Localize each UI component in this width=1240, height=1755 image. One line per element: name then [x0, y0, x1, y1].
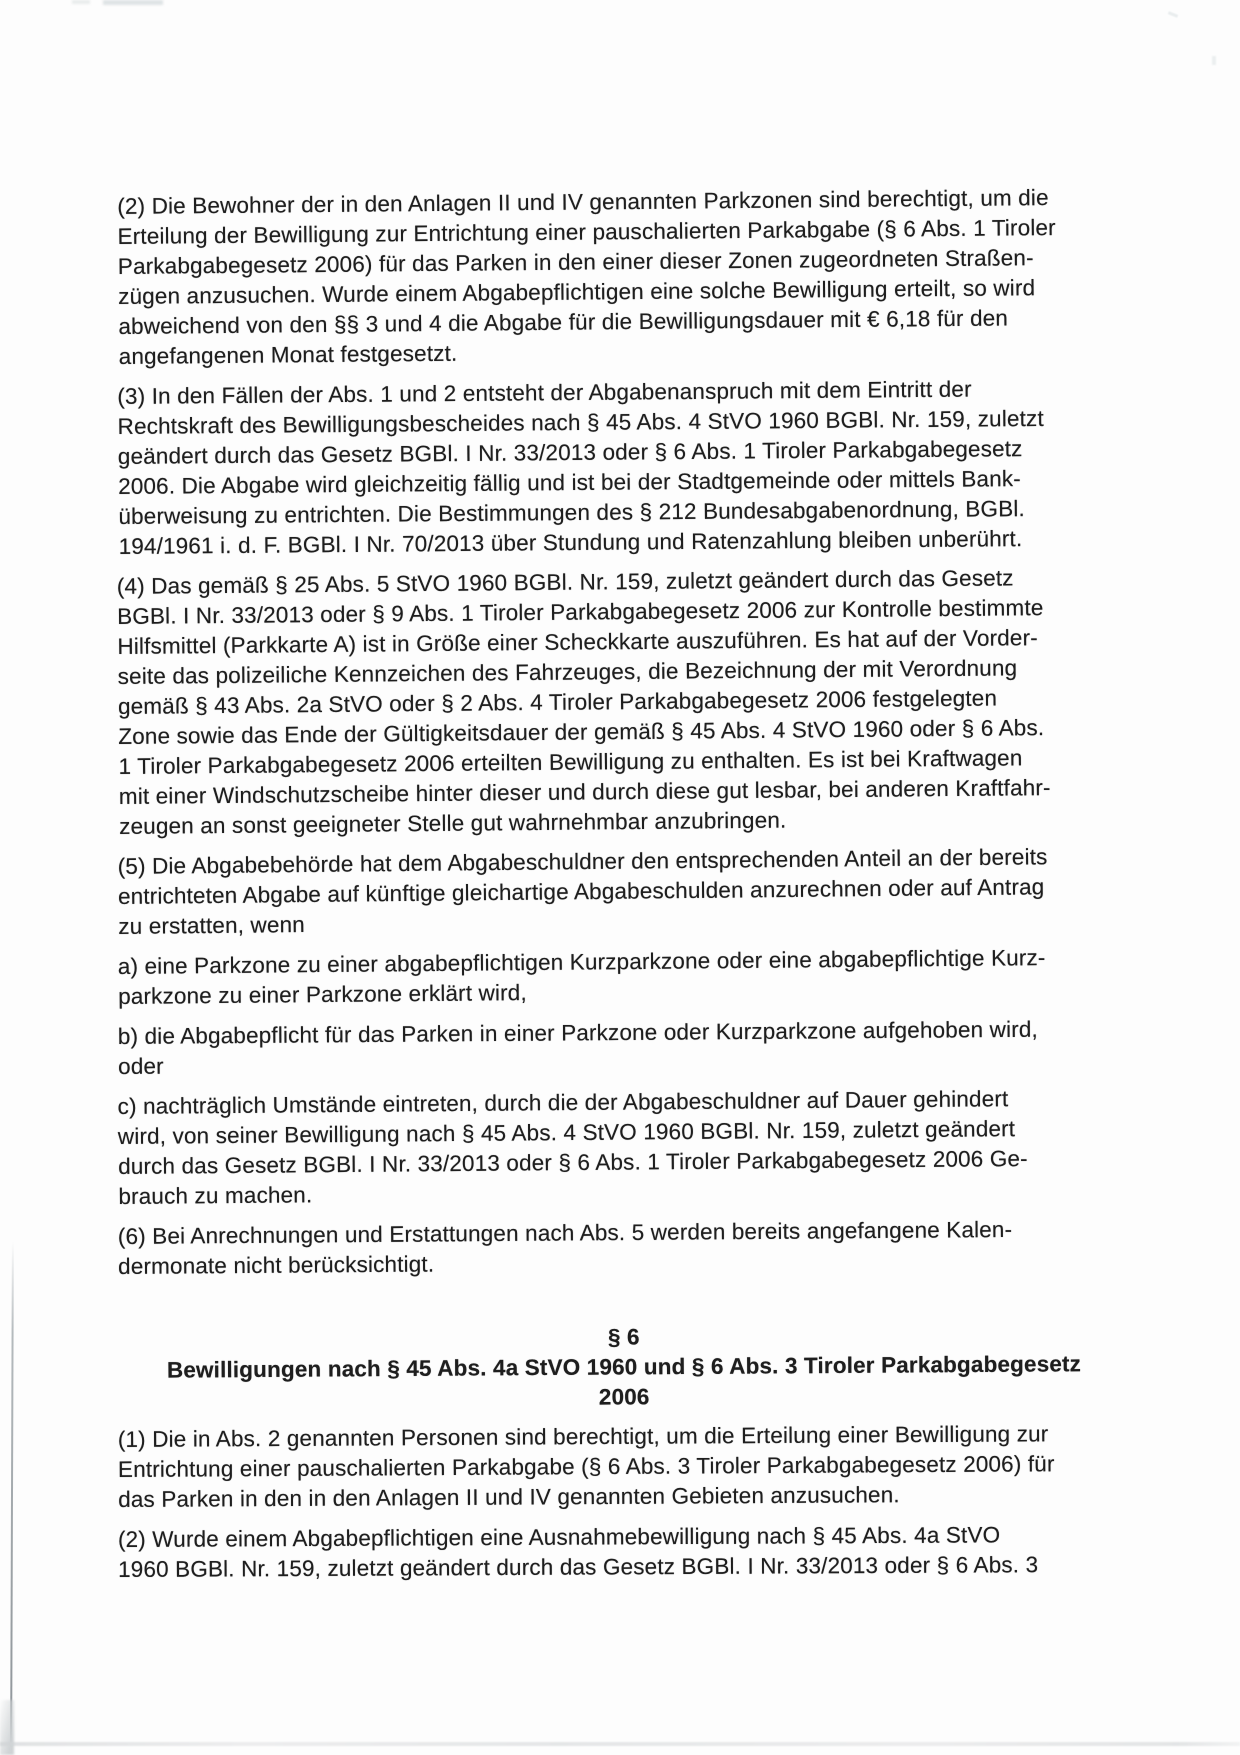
text-line: zügen anzusuchen. Wurde einem Abgabepflichtigen eine solche Bewilligung erteilt, so wird: [118, 275, 1036, 309]
text-line: mit einer Windschutzscheibe hinter dieser und durch diese gut lesbar, bei anderen Kraftfahr-: [118, 775, 1051, 809]
paragraph-par6-abs-2: [118, 1520, 1130, 1585]
text-line: Rechtskraft des Bewilligungsbescheides nach § 45 Abs. 4 StVO 1960 BGBl. Nr. 159, zuletzt: [117, 405, 1044, 440]
text-line: Parkabgabegesetz 2006) für das Parken in den einer dieser Zonen zugeordneten Straßen-: [117, 245, 1034, 280]
paragraph-par6-abs-1: [118, 1419, 1131, 1515]
text-line: brauch zu machen.: [118, 1182, 313, 1209]
scan-page-edge-bottom: [0, 1742, 1240, 1746]
text-line: 1 Tiroler Parkabgabegesetz 2006 erteilten Bewilligung zu enthalten. Es ist bei Kraftwagen: [118, 745, 1023, 779]
text-line: abweichend von den §§ 3 und 4 die Abgabe für die Bewilligungsdauer mit € 6,18 für den: [118, 305, 1009, 339]
text-line: b) die Abgabepflicht für das Parken in einer Parkzone oder Kurzparkzone aufgehoben wird,: [117, 1016, 1038, 1050]
section-heading-par-6: [118, 1319, 1131, 1416]
text-line: geändert durch das Gesetz BGBl. I Nr. 33/2013 oder § 6 Abs. 1 Tiroler Parkabgabegesetz: [117, 436, 1023, 470]
list-item-c: [117, 1083, 1130, 1212]
text-line: a) eine Parkzone zu einer abgabepflichtigen Kurzparkzone oder eine abgabepflichtige Kurz-: [117, 945, 1046, 980]
text-line: überweisung zu entrichten. Die Bestimmungen des § 212 Bundesabgabenordnung, BGBl.: [118, 496, 1025, 529]
text-line: durch das Gesetz BGBl. I Nr. 33/2013 oder § 6 Abs. 1 Tiroler Parkabgabegesetz 2006 Ge-: [118, 1146, 1028, 1179]
text-line: 2006: [598, 1384, 650, 1410]
text-line: 2006. Die Abgabe wird gleichzeitig fällig und ist bei der Stadtgemeinde oder mittels Bank-: [118, 466, 1021, 499]
text-line: c) nachträglich Umstände eintreten, durch die der Abgabeschuldner auf Dauer gehindert: [117, 1086, 1009, 1120]
text-line: seite das polizeiliche Kennzeichen des Fahrzeuges, die Bezeichnung der mit Verordnung: [117, 655, 1018, 690]
text-line: § 6: [607, 1324, 640, 1350]
text-line: BGBl. I Nr. 33/2013 oder § 9 Abs. 1 Tiroler Parkabgabegesetz 2006 zur Kontrolle bestimmte: [117, 595, 1044, 630]
scan-smudge-top-left-small: [72, 0, 90, 4]
text-line: gemäß § 43 Abs. 2a StVO oder § 2 Abs. 4 Tiroler Parkabgabegesetz 2006 festgelegten: [117, 685, 998, 719]
text-line: dermonate nicht berücksichtigt.: [118, 1251, 435, 1279]
scan-page-edge-left: [10, 1242, 14, 1747]
text-line: (2) Die Bewohner der in den Anlagen II und IV genannten Parkzonen sind berechtigt, um die: [117, 185, 1049, 220]
scan-speck-top-right-2: [1212, 56, 1216, 65]
text-line: zeugen an sonst geeigneter Stelle gut wahrnehmbar anzubringen.: [119, 807, 787, 839]
text-line: Zone sowie das Ende der Gültigkeitsdauer der gemäß § 45 Abs. 4 StVO 1960 oder § 6 Abs.: [118, 715, 1045, 749]
text-line: angefangenen Monat festgesetzt.: [118, 340, 458, 369]
scan-smudge-top-left-large: [103, 0, 163, 5]
list-item-b: [118, 1014, 1130, 1082]
list-item-a: [118, 942, 1131, 1012]
document-body: [116, 185, 1130, 1595]
text-line: wird, von seiner Bewilligung nach § 45 Abs. 4 StVO 1960 BGBl. Nr. 159, zuletzt geändert: [117, 1116, 1016, 1150]
paragraph-abs-3: [117, 373, 1131, 562]
text-line: (3) In den Fällen der Abs. 1 und 2 entsteht der Abgabenanspruch mit dem Eintritt der: [117, 376, 972, 410]
text-line: (2) Wurde einem Abgabepflichtigen eine Ausnahmebewilligung nach § 45 Abs. 4a StVO: [117, 1522, 1001, 1552]
text-line: Bewilligungen nach § 45 Abs. 4a StVO 1960 und § 6 Abs. 3 Tiroler Parkabgabegesetz: [166, 1351, 1082, 1383]
text-line: (5) Die Abgabebehörde hat dem Abgabeschuldner den entsprechenden Anteil an der bereits: [117, 844, 1048, 880]
text-line: oder: [118, 1053, 164, 1079]
text-line: Erteilung der Bewilligung zur Entrichtung einer pauschalierten Parkabgabe (§ 6 Abs. 1 Tiroler: [117, 214, 1056, 250]
paragraph-abs-4: [117, 562, 1132, 842]
text-line: 1960 BGBl. Nr. 159, zuletzt geändert durch das Gesetz BGBl. I Nr. 33/2013 oder § 6 Abs. 3: [118, 1552, 1039, 1582]
text-line: parkzone zu einer Parkzone erklärt wird,: [118, 980, 527, 1009]
text-line: (6) Bei Anrechnungen und Erstattungen nach Abs. 5 werden bereits angefangene Kalen-: [117, 1216, 1013, 1250]
text-line: zu erstatten, wenn: [118, 912, 305, 939]
text-line: 194/1961 i. d. F. BGBl. I Nr. 70/2013 über Stundung und Ratenzahlung bleiben unberührt.: [118, 526, 1023, 559]
text-line: Hilfsmittel (Parkkarte A) ist in Größe einer Scheckkarte auszuführen. Es hat auf der Vorder-: [117, 625, 1038, 660]
paragraph-abs-2: [117, 182, 1131, 372]
scan-speck-top-right-1: [1168, 11, 1178, 18]
text-line: (4) Das gemäß § 25 Abs. 5 StVO 1960 BGBl. Nr. 159, zuletzt geändert durch das Gesetz: [116, 565, 1014, 600]
paragraph-abs-5: [118, 841, 1131, 942]
paragraph-abs-6: [118, 1214, 1130, 1282]
text-line: entrichteten Abgabe auf künftige gleichartige Abgabeschulden anzurechnen oder auf Antrag: [117, 874, 1045, 909]
text-line: das Parken in den in den Anlagen II und IV genannten Gebieten anzusuchen.: [118, 1482, 900, 1512]
scan-corner-shadow: [0, 1700, 14, 1755]
text-line: Entrichtung einer pauschalierten Parkabgabe (§ 6 Abs. 3 Tiroler Parkabgabegesetz 2006) für: [117, 1451, 1055, 1482]
text-line: (1) Die in Abs. 2 genannten Personen sind berechtigt, um die Erteilung einer Bewilligung zur: [117, 1421, 1049, 1453]
